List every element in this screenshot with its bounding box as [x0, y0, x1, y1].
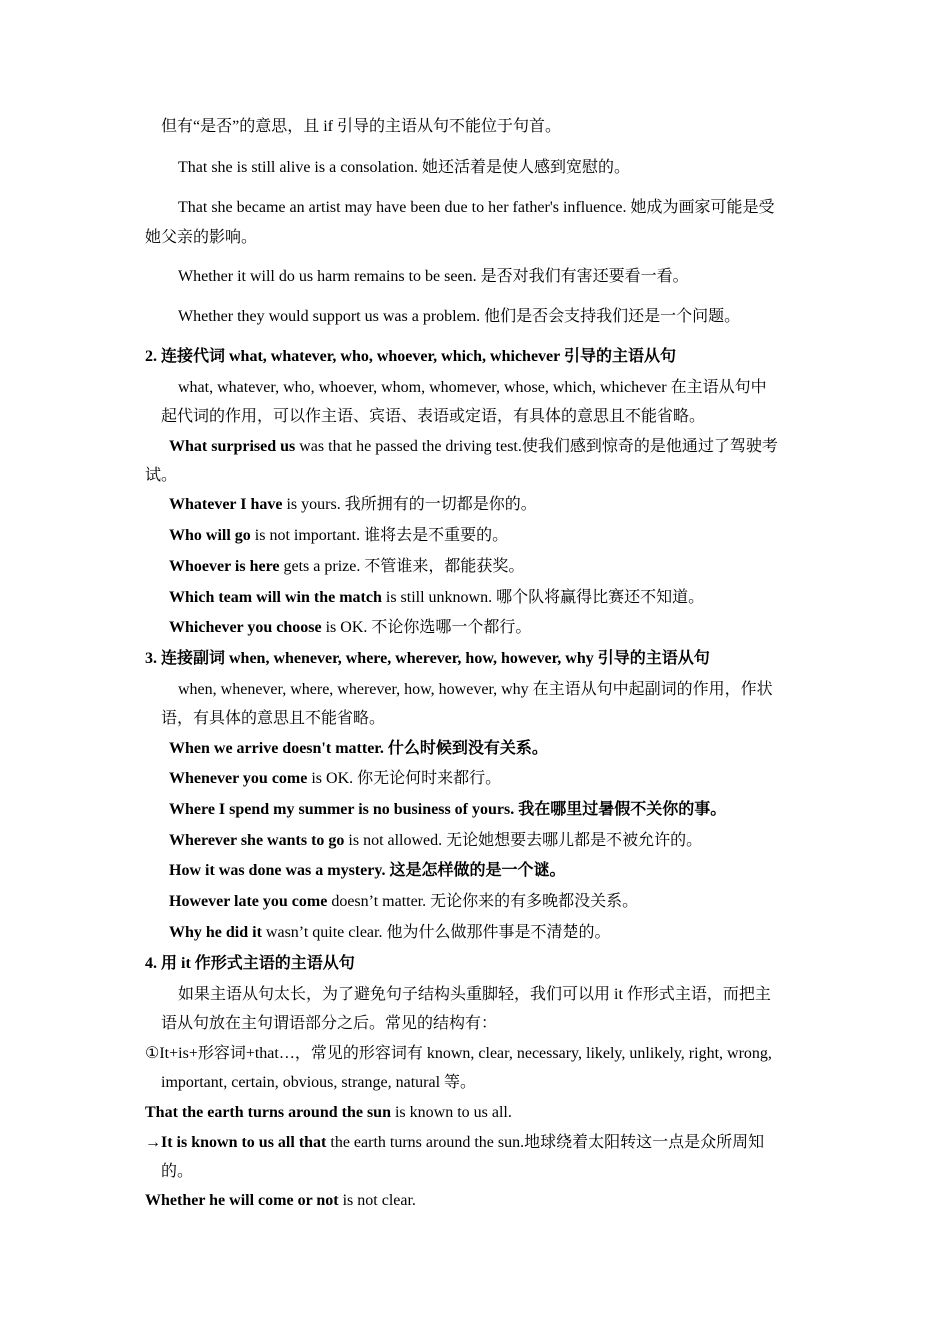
example-bold: Whatever I have	[169, 496, 283, 513]
example-sentence: That she became an artist may have been due to her father's influence. 她成为画家可能是受	[178, 199, 775, 216]
example-rest: gets a prize. 不管谁来，都能获奖。	[279, 558, 525, 575]
example-rest: the earth turns around the sun.地球绕着太阳转这一点是众所周知	[326, 1134, 765, 1151]
example-rest: is not important. 谁将去是不重要的。	[250, 527, 509, 544]
example-rest: wasn’t quite clear. 他为什么做那件事是不清楚的。	[261, 924, 611, 941]
example-sentence	[169, 831, 702, 851]
example-sentence	[169, 437, 778, 457]
example-sentence-bold: When we arrive doesn't matter. 什么时候到没有关系。	[169, 740, 548, 757]
example-sentence	[169, 618, 531, 638]
section-2-description-continued: 起代词的作用，可以作主语、宾语、表语或定语，有具体的意思且不能省略。	[161, 408, 706, 425]
example-sentence	[145, 1191, 416, 1211]
section-4-heading: 4. 用 it 作形式主语的主语从句	[145, 955, 355, 972]
example-sentence	[169, 769, 501, 789]
example-rest: is not clear.	[338, 1192, 416, 1209]
section-2-heading: 2. 连接代词 what, whatever, who, whoever, which, whichever 引导的主语从句	[145, 348, 676, 365]
example-sentence-continued: 试。	[145, 467, 178, 484]
example-sentence	[169, 588, 704, 608]
example-bold: Who will go	[169, 527, 251, 544]
example-bold: Whenever you come	[169, 770, 308, 787]
example-bold: Which team will win the match	[169, 589, 382, 606]
example-rest: is known to us all.	[390, 1104, 512, 1121]
example-sentence	[169, 892, 638, 912]
example-bold: What surprised us	[169, 438, 296, 455]
example-bold: That the earth turns around the sun	[145, 1104, 391, 1121]
example-sentence	[169, 557, 524, 577]
example-sentence	[169, 526, 508, 546]
example-bold: It is known to us all that	[161, 1134, 327, 1151]
example-bold: However late you come	[169, 893, 328, 910]
example-sentence: Whether they would support us was a problem. 他们是否会支持我们还是一个问题。	[178, 308, 741, 325]
example-sentence-bold: How it was done was a mystery. 这是怎样做的是一个谜。	[169, 862, 566, 879]
example-rest: is not allowed. 无论她想要去哪儿都是不被允许的。	[344, 832, 703, 849]
structure-item-1: ①It+is+形容词+that…，常见的形容词有 known, clear, necessary, likely, unlikely, right, wrong,	[145, 1045, 772, 1062]
section-3-description: when, whenever, where, wherever, how, however, why 在主语从句中起副词的作用，作状	[178, 681, 773, 698]
example-bold: Whether he will come or not	[145, 1192, 339, 1209]
section-3-heading: 3. 连接副词 when, whenever, where, wherever, how, however, why 引导的主语从句	[145, 650, 710, 667]
section-4-description: 如果主语从句太长，为了避免句子结构头重脚轻，我们可以用 it 作形式主语，而把主	[178, 986, 771, 1003]
structure-item-1-continued: important, certain, obvious, strange, natural 等。	[161, 1074, 477, 1091]
example-sentence	[145, 1103, 512, 1123]
example-sentence: Whether it will do us harm remains to be seen. 是否对我们有害还要看一看。	[178, 268, 689, 285]
example-bold: Wherever she wants to go	[169, 832, 345, 849]
example-sentence	[169, 923, 610, 943]
intro-tail-line: 但有“是否”的意思，且 if 引导的主语从句不能位于句首。	[161, 118, 561, 135]
example-sentence: That she is still alive is a consolation. 她还活着是使人感到宽慰的。	[178, 159, 630, 176]
example-sentence-continued: 的。	[161, 1163, 194, 1180]
example-rest: is still unknown. 哪个队将赢得比赛还不知道。	[381, 589, 705, 606]
example-bold: Whoever is here	[169, 558, 280, 575]
example-sentence-continued: 她父亲的影响。	[145, 229, 258, 246]
arrow-icon: →	[145, 1134, 161, 1151]
example-bold: Why he did it	[169, 924, 262, 941]
section-3-description-continued: 语，有具体的意思且不能省略。	[161, 710, 386, 727]
section-4-description-continued: 语从句放在主句谓语部分之后。常见的结构有：	[161, 1015, 498, 1032]
example-rest: doesn’t matter. 无论你来的有多晚都没关系。	[327, 893, 639, 910]
example-rest: is OK. 你无论何时来都行。	[307, 770, 502, 787]
example-rest: was that he passed the driving test.使我们感到惊奇的是他通过了驾驶考	[295, 438, 778, 455]
example-rest: is OK. 不论你选哪一个都行。	[321, 619, 532, 636]
example-rest: is yours. 我所拥有的一切都是你的。	[282, 496, 537, 513]
section-2-description: what, whatever, who, whoever, whom, whomever, whose, which, whichever 在主语从句中	[178, 379, 767, 396]
example-sentence	[169, 495, 537, 515]
example-sentence-bold: Where I spend my summer is no business of yours. 我在哪里过暑假不关你的事。	[169, 801, 727, 818]
example-bold: Whichever you choose	[169, 619, 322, 636]
example-sentence	[145, 1133, 764, 1153]
